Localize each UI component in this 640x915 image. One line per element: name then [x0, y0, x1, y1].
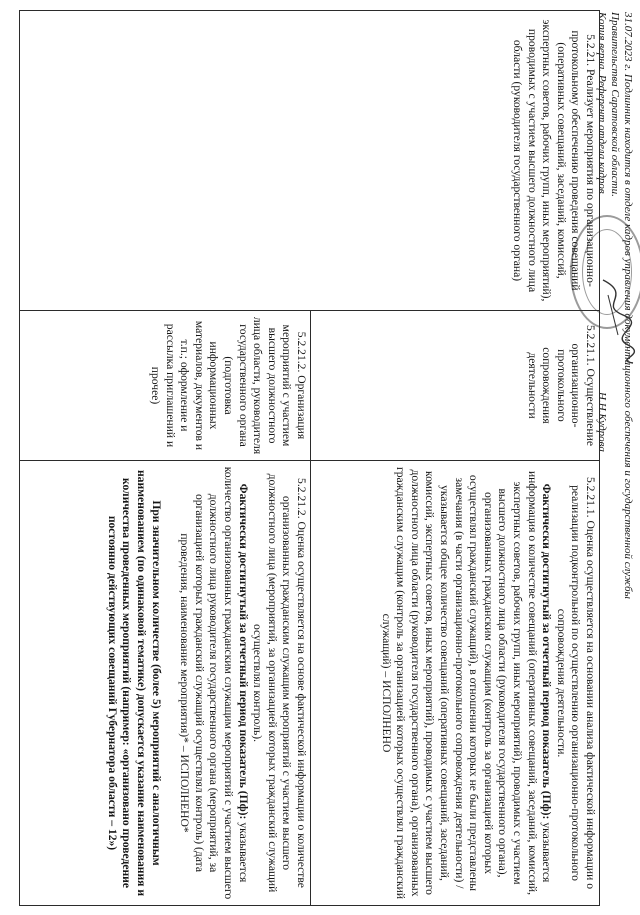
- criteria-note: При значительном количестве (более 5) мероприятий с аналогичным наименованием (по одинаковой тематике) допускается указание наименования и количества проведенных мероприятий (например: «организовано проведение постоянно действующих совещаний Губернатора области – 12»): [105, 469, 163, 897]
- subtask-cell: [20, 311, 311, 461]
- duties-criteria-table: [19, 10, 600, 906]
- criteria-cell: [20, 461, 311, 906]
- copy-verified-note: Копия верна. Референт отдела кадров: [596, 12, 608, 194]
- subtask-text: 5.2.21.1. Осуществление организационно-протокольного сопровождения деятельности: [525, 324, 597, 447]
- table-row: [311, 11, 600, 906]
- signatory-name: Н.Н.Кудрова: [596, 392, 608, 452]
- criteria-fact-label: Фактически достигнутый за отчетный период показатель (Пф):: [540, 483, 554, 820]
- criteria-fact-text: указывается информация о количестве совещаний (оперативных совещаний, заседаний, комиссий, экспертных советов, рабочих групп, иных мероприятий), проводимых с участием высшего должностного лица области (руководителя государственного органа), организованных гражданским служащим (контроль за организацией которых осуществлял гражданский служащий), в отношении которых не были представлены замечания (в части организационно-протокольного сопровождения деятельности) / указывается общее количество совещаний (оперативных совещаний, заседаний, комиссий, экспертных советов, иных мероприятий), проводимых с участием высшего должностного лица области (руководителя государственного органа), организованных гражданским служащим (контроль за организацией которых осуществлял гражданский служащий) – ИСПОЛНЕНО: [379, 466, 554, 900]
- task-cell: [20, 11, 600, 311]
- criteria-fact-text: указывается количество организованных гражданским служащим мероприятий с участием высшего должностного лица руководителя государственного органа (мероприятий, за организацией которых гражданский служащий осуществлял контроль) (дата проведения, наименование мероприятия)* – ИСПОЛНЕНО*: [178, 466, 250, 900]
- criteria-fact-label: Фактически достигнутый за отчетный период показатель (Пф):: [236, 483, 250, 820]
- subtask-cell: [311, 311, 600, 461]
- certification-text-2: Правительства Саратовской области.: [609, 12, 621, 197]
- certification-line: [621, 12, 634, 905]
- certification-header: [596, 12, 634, 905]
- certification-text: 31.07.2023 г. Подлинник находится в отделе кадров управления документационного обеспечения и государственной службы: [622, 12, 634, 599]
- criteria-intro: 5.2.21.2. Оценка осуществляется на основе фактической информации о количестве организованных гражданским служащим мероприятий с участием высшего должностного лица (мероприятий, за организацией которых гражданский служащий осуществлял контроль).: [251, 473, 308, 893]
- task-text: 5.2.21. Реализует мероприятия по организационно-протокольному обеспечению проведения совещаний (оперативных совещаний, заседаний, комиссий, экспертных советов, рабочих групп, иных мероприятий), проводимых с участием высшего должностного лица области (руководителя государственного органа): [511, 19, 597, 302]
- criteria-intro: 5.2.21.1. Оценка осуществляется на основании анализа фактической информации о реализации подконтрольной по осуществлению организационно-протокольного сопровождения деятельности.: [554, 476, 597, 889]
- certification-line-2: [608, 12, 621, 905]
- criteria-cell: [311, 461, 600, 906]
- subtask-text: 5.2.21.2. Организация мероприятий с участием высшего должностного лица области, руководителя государственного органа (подготовка информационных материалов, документов и т.п.; оформление и рассылка приглашений и прочее): [149, 316, 308, 455]
